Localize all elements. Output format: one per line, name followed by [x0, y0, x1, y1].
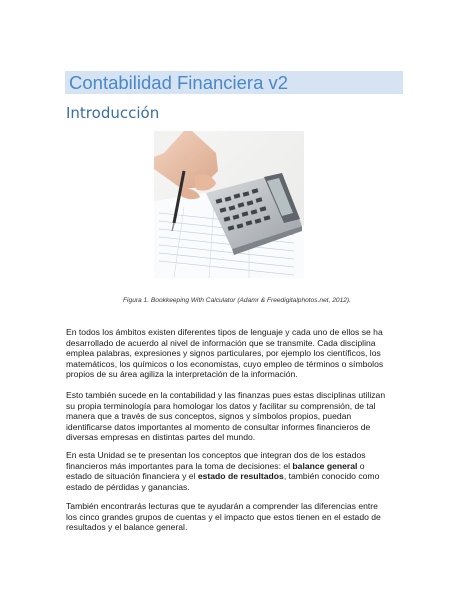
document-title: Contabilidad Financiera v2 [69, 72, 289, 93]
text-line [66, 471, 414, 482]
text-line: diversas empresas en distintas partes del mundo. [66, 432, 256, 443]
text-line: los cinco grandes grupos de cuentas y el impacto que estos tienen en el estado de [66, 511, 381, 522]
text-line: emplea palabras, expresiones y signos particulares, por ejemplo los científicos, los [66, 348, 381, 359]
figure-caption: Figura 1. Bookkeeping With Calculator (Adamr & Freedigitalphotos.net, 2012). [123, 297, 351, 304]
text-line: resultados y el balance general. [66, 522, 188, 533]
text-line: También encontrarás lecturas que te ayudarán a comprender las diferencias entre [66, 501, 378, 511]
section-heading: Introducción [66, 104, 160, 122]
text-line: estado de pérdidas y ganancias. [66, 481, 190, 492]
bold-term-balance-general: balance general [292, 460, 358, 471]
text-line: En esta Unidad se te presentan los conceptos que integran dos de los estados [66, 450, 366, 460]
bold-term-estado-de-resultados: estado de resultados [197, 471, 284, 482]
text-line: En todos los ámbitos existen diferentes tipos de lenguaje y cada uno de ellos se ha [66, 327, 383, 337]
text-line: su propia terminología para homologar los datos y facilitar su comprensión, de tal [66, 400, 376, 411]
paragraph [66, 390, 414, 443]
text-line: desarrollado de acuerdo al nivel de información que se transmite. Cada disciplina [66, 337, 376, 348]
text-line: identificarse datos importantes al momento de consultar informes financieros de [66, 421, 371, 432]
text-run: o [357, 460, 365, 471]
text-run: , también conocido como [283, 471, 380, 482]
text-line: matemáticos, los químicos o los economistas, cuyo empleo de términos o símbolos [66, 358, 384, 369]
bookkeeping-calculator-photo [154, 131, 304, 278]
text-line: propios de su área agiliza la interpretación de la información. [66, 369, 298, 380]
text-line: Esto también sucede en la contabilidad y las finanzas pues estas disciplinas utilizan [66, 390, 386, 400]
paragraph [66, 501, 414, 533]
text-run: estado de situación financiera y el [66, 471, 198, 482]
text-run: financieros más importantes para la toma de decisiones: el [66, 460, 293, 471]
paragraph [66, 327, 414, 380]
paragraph [66, 450, 414, 492]
title-band [65, 71, 403, 94]
text-line: manera que a través de sus conceptos, signos y símbolos propios, puedan [66, 411, 352, 422]
text-line [66, 461, 414, 472]
